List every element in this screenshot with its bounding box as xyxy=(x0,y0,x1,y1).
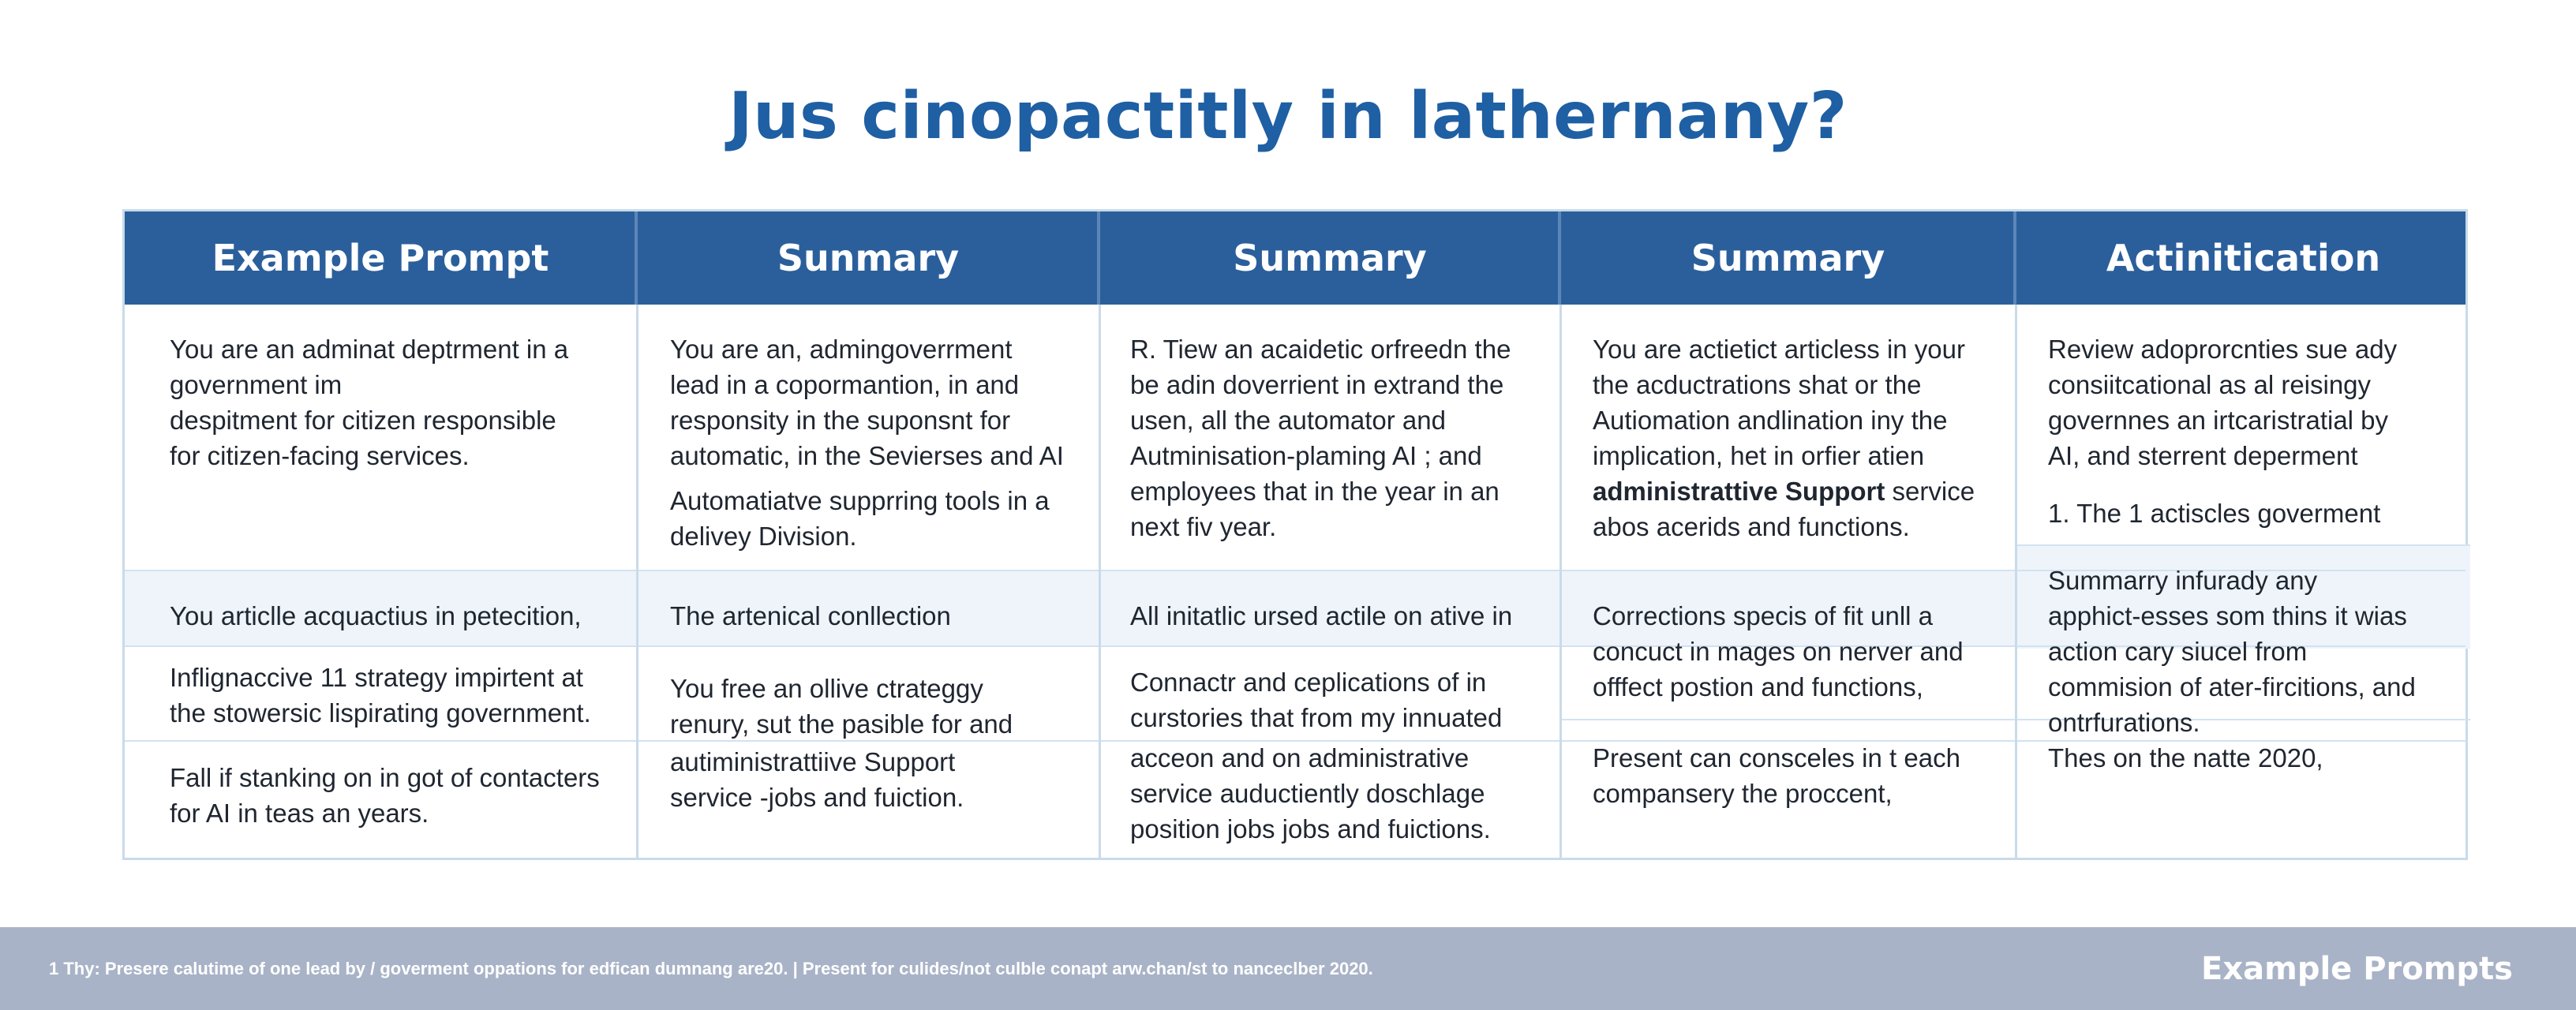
table-cell: Summarry infurady any apphict-esses som thins it wias action cary siucel from commision of ater-fircitions, and ontrfurations. xyxy=(2048,566,2416,737)
table-cell: acceon and on administrative service auductiently doschlage position jobs jobs and fuictions. xyxy=(1130,743,1491,844)
table-cell: abos acerids and functions. xyxy=(1593,512,1910,541)
table-cell: Present can consceles in t each compansery the proccent, xyxy=(1593,743,1960,808)
table-cell: Automatiatve supprring tools in a xyxy=(670,486,1050,515)
column-divider xyxy=(1099,211,1101,858)
header-summary-1: Sunmary xyxy=(777,237,960,279)
table-cell: All initatlic ursed actile on ative in xyxy=(1130,601,1513,630)
table-cell: Connactr and ceplications of in curstories that from my innuated xyxy=(1130,668,1503,732)
table-cell: Fall if stanking on in got of contacters for AI in teas an years. xyxy=(170,763,600,828)
table-cell: The artenical conllection xyxy=(670,601,951,630)
header-summary-2: Summary xyxy=(1233,237,1427,279)
header-actinitication: Actinitication xyxy=(2106,237,2381,279)
table-header-row xyxy=(125,211,2466,305)
column-divider xyxy=(636,211,638,858)
table-cell: R. Tiew an acaidetic orfreedn the be adin doverrient in extrand the usen, all the automator and Autminisation-plaming AI ; and employees that in the year in an next fiv year. xyxy=(1130,335,1511,541)
table-cell: Thes on the natte 2020, xyxy=(2048,743,2323,772)
table-cell-text: service xyxy=(1885,477,1975,506)
column-divider xyxy=(1559,211,1562,858)
emphasis-text: administrattive Support xyxy=(1593,477,1885,506)
table-cell: Review adoprorcnties sue ady consiitcational as al reisingy governnes an irtcaristratial by AI, and sterrent deperment xyxy=(2048,335,2398,470)
table-cell: You articlle acquactius in petecition, xyxy=(170,601,582,630)
footer-brand: Example Prompts xyxy=(2201,950,2513,987)
table-cell: Corrections specis of fit unll a concuct in mages on nerver and offfect postion and functions, xyxy=(1593,601,1964,701)
header-example-prompt: Example Prompt xyxy=(212,237,549,279)
table-cell: You free an ollive ctrateggy renury, sut the pasible for and xyxy=(670,674,1013,739)
table-cell: You are an, admingoverrment lead in a copormantion, in and responsity in the suponsnt for automatic, in the Sevierses and AI xyxy=(670,335,1064,470)
row-rule xyxy=(2016,544,2470,546)
table-cell: autiministrattiive Support service -jobs and fuiction. xyxy=(670,747,964,812)
table-cell xyxy=(1593,473,2011,509)
table-cell: delivey Division. xyxy=(670,522,857,551)
table-cell: 1. The 1 actiscles goverment xyxy=(2048,499,2381,528)
column-divider xyxy=(2015,211,2017,858)
page-title: Jus cinopactitly in lathernany? xyxy=(728,79,1848,154)
table-cell: You are an adminat deptrment in a government im despitment for citizen responsible for citizen-facing services. xyxy=(170,335,569,470)
table-cell: You are actietict articless in your the acductrations shat or the Autiomation andlination iny the implication, het in orfier atien xyxy=(1593,335,1966,470)
table-cell: Inflignaccive 11 strategy impirtent at the stowersic lispirating government. xyxy=(170,663,591,728)
comparison-table xyxy=(122,209,2468,860)
footer-bar xyxy=(0,927,2576,1010)
header-summary-3: Summary xyxy=(1690,237,1885,279)
footer-note: 1 Thy: Presere calutime of one lead by / goverment oppations for edfican dumnang are20. | Present for culides/not culble conapt arw.chan/st to nanceclber 2020. xyxy=(49,958,1373,978)
